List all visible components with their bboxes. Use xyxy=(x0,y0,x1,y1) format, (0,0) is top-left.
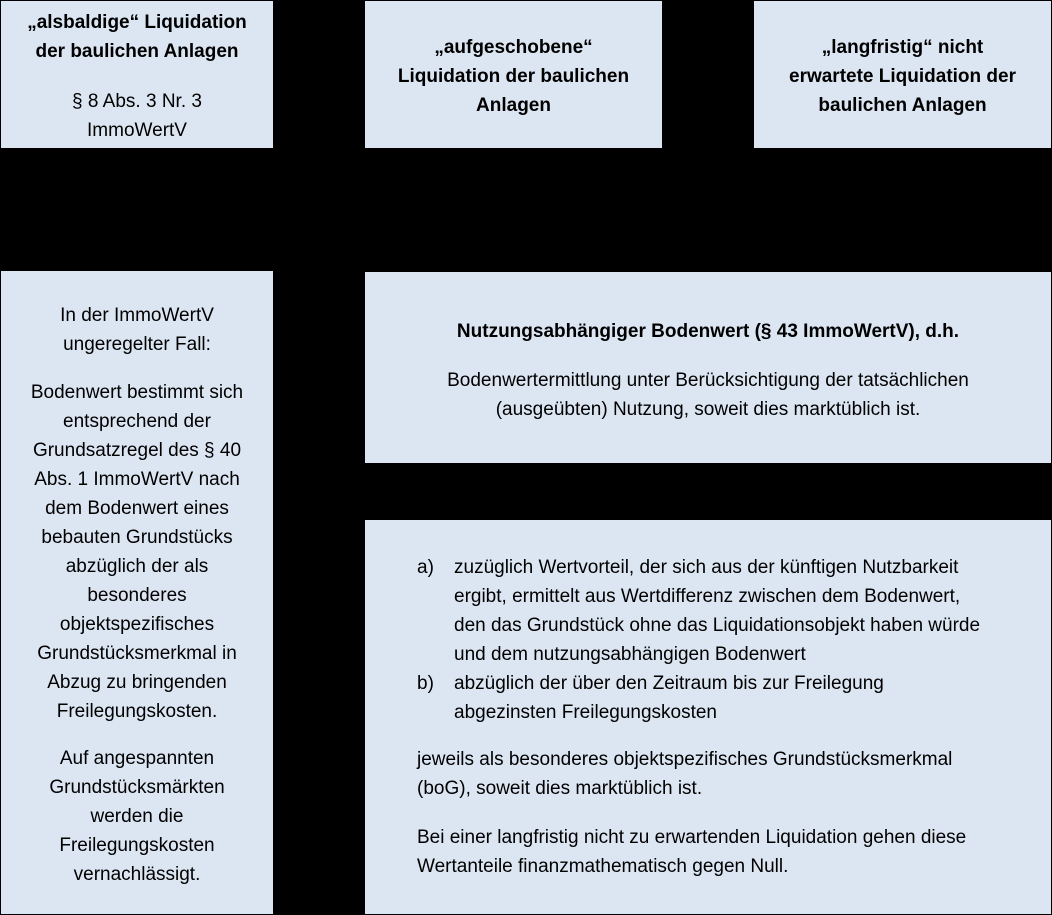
text-line: und dem nutzungsabhängigen Bodenwert xyxy=(454,644,806,665)
aufgeschobene-title-line1: „aufgeschobene“ xyxy=(434,37,593,58)
text-line: Auf angespannten xyxy=(59,748,215,769)
text-line: Freilegungskosten xyxy=(59,835,215,856)
text-line: Abzug zu bringenden xyxy=(47,672,227,693)
list-marker-a: a) xyxy=(417,557,434,578)
alsbaldige-title-line2: der baulichen Anlagen xyxy=(35,41,239,62)
angespannte-maerkte-paragraph xyxy=(1,744,273,889)
langfristig-title-line1: „langfristig“ nicht xyxy=(821,37,984,58)
box-wertvorteil-freilegung xyxy=(365,520,1051,914)
text-line: vernachlässigt. xyxy=(73,864,201,885)
nutzungsabhaengiger-bodenwert-text xyxy=(365,366,1051,424)
langfristig-title xyxy=(754,33,1051,120)
box-nutzungsabhaengiger-bodenwert xyxy=(365,272,1051,463)
langfristig-paragraph xyxy=(417,823,1047,881)
text-line: ergibt, ermittelt aus Wertdifferenz zwischen dem Bodenwert, xyxy=(454,586,961,607)
text-line: Grundstücksmerkmal in xyxy=(37,643,237,664)
box-aufgeschobene-liquidation xyxy=(365,1,662,148)
text-line: abzüglich der über den Zeitraum bis zur Freilegung xyxy=(454,673,884,694)
text-line: zuzüglich Wertvorteil, der sich aus der künftigen Nutzbarkeit xyxy=(454,557,959,578)
alsbaldige-reference-line2: ImmoWertV xyxy=(87,120,187,141)
text-line: Bei einer langfristig nicht zu erwartenden Liquidation gehen diese xyxy=(417,827,967,848)
text-line: abgezinsten Freilegungskosten xyxy=(454,702,718,723)
text-line: Bodenwertermittlung unter Berücksichtigung der tatsächlichen xyxy=(447,370,969,391)
text-line: den das Grundstück ohne das Liquidationsobjekt haben würde xyxy=(454,615,981,636)
text-line: Bodenwert bestimmt sich xyxy=(30,382,244,403)
text-line: Abs. 1 ImmoWertV nach xyxy=(34,469,240,490)
list-item-a-body xyxy=(454,553,1047,669)
langfristig-title-line3: baulichen Anlagen xyxy=(818,95,987,116)
aufgeschobene-title-line3: Anlagen xyxy=(476,95,551,116)
nutzungsabhaengiger-bodenwert-title xyxy=(365,317,1051,346)
aufgeschobene-title-line2: Liquidation der baulichen xyxy=(397,66,630,87)
bog-paragraph xyxy=(417,745,1047,803)
text-line: (boG), soweit dies marktüblich ist. xyxy=(417,778,703,799)
text-line: bebauten Grundstücks xyxy=(41,527,233,548)
aufgeschobene-title xyxy=(365,33,662,120)
text-line: Freilegungskosten. xyxy=(56,701,218,722)
alsbaldige-reference xyxy=(1,87,273,145)
list-marker-b: b) xyxy=(417,673,434,694)
text-line: Wertanteile finanzmathematisch gegen Null. xyxy=(417,856,789,877)
text-line: Grundsatzregel des § 40 xyxy=(32,440,242,461)
bodenwert-rule-paragraph xyxy=(1,378,273,726)
text-line: dem Bodenwert eines xyxy=(45,498,229,519)
list-item-a xyxy=(417,553,1047,669)
ungeregelter-fall-heading xyxy=(1,301,273,359)
list-item-b-body xyxy=(454,669,1047,727)
alsbaldige-title xyxy=(1,8,273,66)
box-ungeregelter-fall xyxy=(1,271,273,914)
text-line: objektspezifisches xyxy=(59,614,215,635)
nutzungsabhaengiger-bodenwert-heading: Nutzungsabhängiger Bodenwert (§ 43 ImmoWertV), d.h. xyxy=(456,321,960,342)
box-langfristig-liquidation xyxy=(754,1,1051,148)
text-line: abzüglich der als xyxy=(65,556,209,577)
text-line: In der ImmoWertV xyxy=(60,305,214,326)
box-alsbaldige-liquidation xyxy=(1,1,273,148)
text-line: besonderes xyxy=(87,585,187,606)
text-line: (ausgeübten) Nutzung, soweit dies marktüblich ist. xyxy=(495,399,921,420)
list-item-b xyxy=(417,669,1047,727)
alsbaldige-reference-line1: § 8 Abs. 3 Nr. 3 xyxy=(72,91,202,112)
text-line: ungeregelter Fall: xyxy=(63,334,211,355)
alsbaldige-title-line1: „alsbaldige“ Liquidation xyxy=(27,12,247,33)
text-line: Grundstücksmärkten xyxy=(49,777,225,798)
text-line: entsprechend der xyxy=(63,411,211,432)
langfristig-title-line2: erwartete Liquidation der xyxy=(789,66,1016,87)
text-line: jeweils als besonderes objektspezifisches Grundstücksmerkmal xyxy=(417,749,953,770)
text-line: werden die xyxy=(90,806,184,827)
